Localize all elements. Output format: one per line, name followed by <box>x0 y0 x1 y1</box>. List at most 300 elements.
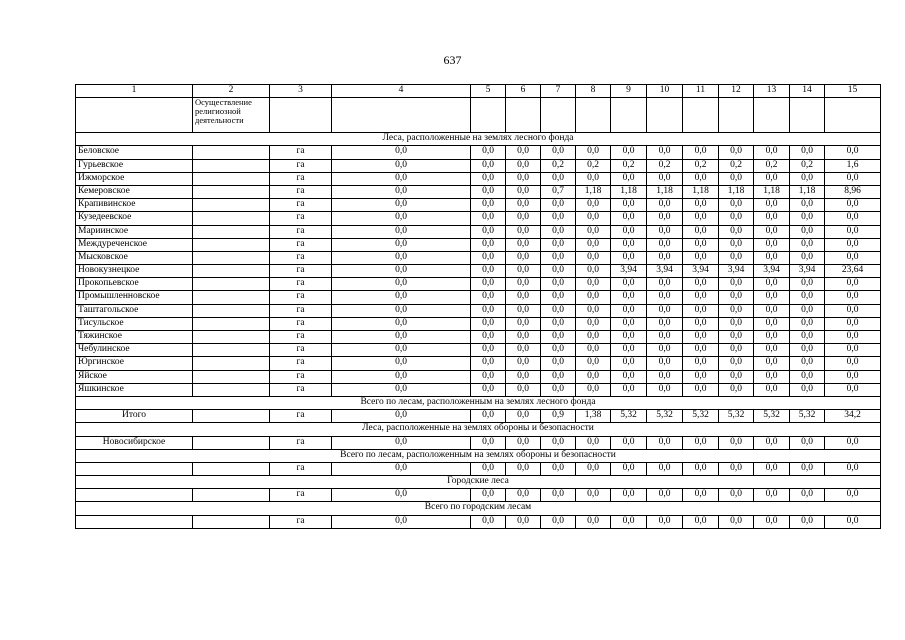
unit-cell: га <box>270 238 332 251</box>
value-cell: 0,0 <box>576 317 611 330</box>
unit-cell: га <box>270 278 332 291</box>
value-cell: 0,0 <box>683 515 719 528</box>
value-cell: 0,0 <box>332 291 471 304</box>
header-number-cell: 13 <box>754 85 790 98</box>
value-cell: 0,0 <box>647 212 683 225</box>
value-cell: 0,0 <box>790 199 825 212</box>
section-caption: Всего по городским лесам <box>76 502 881 515</box>
empty-cell <box>193 278 270 291</box>
district-name: Беловское <box>76 146 193 159</box>
value-cell: 0,0 <box>647 199 683 212</box>
value-cell: 0,0 <box>611 436 647 449</box>
section-caption-row <box>76 423 881 436</box>
unit-cell: га <box>270 225 332 238</box>
value-cell: 0,0 <box>719 383 754 396</box>
value-cell: 0,0 <box>576 344 611 357</box>
value-cell: 0,0 <box>611 462 647 475</box>
empty-cell <box>193 436 270 449</box>
value-cell: 0,0 <box>611 370 647 383</box>
value-cell: 0,0 <box>647 317 683 330</box>
value-cell: 0,0 <box>647 278 683 291</box>
value-cell: 0,0 <box>471 278 506 291</box>
value-cell: 3,94 <box>719 265 754 278</box>
value-cell: 0,0 <box>719 238 754 251</box>
table-row <box>76 251 881 264</box>
value-cell: 0,0 <box>576 357 611 370</box>
value-cell: 0,0 <box>471 317 506 330</box>
value-cell: 0,0 <box>790 515 825 528</box>
value-cell: 0,0 <box>332 265 471 278</box>
district-name <box>76 489 193 502</box>
value-cell: 0,0 <box>790 172 825 185</box>
value-cell: 0,0 <box>541 225 576 238</box>
value-cell: 0,0 <box>332 515 471 528</box>
value-cell: 0,0 <box>576 489 611 502</box>
value-cell: 0,0 <box>825 383 881 396</box>
value-cell: 0,0 <box>754 291 790 304</box>
value-cell: 0,0 <box>332 185 471 198</box>
header-note-cell-11 <box>683 98 719 133</box>
value-cell: 0,0 <box>611 291 647 304</box>
unit-cell: га <box>270 185 332 198</box>
section-caption-row <box>76 133 881 146</box>
value-cell: 0,0 <box>719 462 754 475</box>
table-row <box>76 331 881 344</box>
value-cell: 0,0 <box>541 291 576 304</box>
district-name: Яшкинское <box>76 383 193 396</box>
value-cell: 0,0 <box>506 317 541 330</box>
empty-cell <box>193 357 270 370</box>
value-cell: 0,0 <box>471 462 506 475</box>
empty-cell <box>193 172 270 185</box>
header-note-row <box>76 98 881 133</box>
value-cell: 0,0 <box>506 331 541 344</box>
value-cell: 0,0 <box>790 370 825 383</box>
value-cell: 0,0 <box>576 251 611 264</box>
value-cell: 0,0 <box>332 278 471 291</box>
value-cell: 0,0 <box>719 515 754 528</box>
value-cell: 0,0 <box>541 462 576 475</box>
unit-cell: га <box>270 383 332 396</box>
value-cell: 0,0 <box>506 225 541 238</box>
value-cell: 0,0 <box>754 146 790 159</box>
value-cell: 0,0 <box>719 370 754 383</box>
value-cell: 0,0 <box>611 344 647 357</box>
value-cell: 0,0 <box>647 357 683 370</box>
value-cell: 0,0 <box>719 317 754 330</box>
header-number-cell: 15 <box>825 85 881 98</box>
value-cell: 0,0 <box>332 225 471 238</box>
header-note-cell-10 <box>647 98 683 133</box>
value-cell: 0,0 <box>471 185 506 198</box>
district-name: Итого <box>76 410 193 423</box>
value-cell: 0,0 <box>754 317 790 330</box>
unit-cell: га <box>270 410 332 423</box>
value-cell: 0,0 <box>825 199 881 212</box>
value-cell: 0,0 <box>683 331 719 344</box>
value-cell: 0,0 <box>576 172 611 185</box>
value-cell: 0,0 <box>754 436 790 449</box>
value-cell: 0,0 <box>825 357 881 370</box>
value-cell: 0,0 <box>647 225 683 238</box>
value-cell: 0,0 <box>576 199 611 212</box>
header-note-cell-13 <box>754 98 790 133</box>
value-cell: 0,0 <box>576 462 611 475</box>
value-cell: 0,0 <box>683 199 719 212</box>
district-name: Ижморское <box>76 172 193 185</box>
value-cell: 0,0 <box>541 199 576 212</box>
value-cell: 0,0 <box>754 370 790 383</box>
value-cell: 0,0 <box>576 278 611 291</box>
religious-activity-note: Осуществление религиозной деятельности <box>193 98 270 133</box>
value-cell: 0,0 <box>754 225 790 238</box>
header-note-cell-15 <box>825 98 881 133</box>
value-cell: 0,0 <box>754 251 790 264</box>
value-cell: 0,0 <box>790 225 825 238</box>
value-cell: 0,0 <box>506 172 541 185</box>
value-cell: 0,0 <box>471 238 506 251</box>
unit-cell: га <box>270 146 332 159</box>
value-cell: 0,0 <box>719 291 754 304</box>
value-cell: 0,0 <box>790 436 825 449</box>
empty-cell <box>193 317 270 330</box>
value-cell: 0,0 <box>790 251 825 264</box>
value-cell: 5,32 <box>754 410 790 423</box>
table-row <box>76 146 881 159</box>
value-cell: 0,0 <box>825 278 881 291</box>
value-cell: 0,0 <box>647 304 683 317</box>
value-cell: 0,0 <box>506 199 541 212</box>
value-cell: 0,0 <box>541 489 576 502</box>
value-cell: 0,0 <box>471 265 506 278</box>
value-cell: 0,0 <box>541 265 576 278</box>
value-cell: 0,0 <box>683 383 719 396</box>
value-cell: 0,0 <box>611 225 647 238</box>
unit-cell: га <box>270 436 332 449</box>
value-cell: 0,0 <box>683 317 719 330</box>
value-cell: 0,0 <box>576 331 611 344</box>
value-cell: 0,0 <box>611 146 647 159</box>
value-cell: 0,0 <box>541 238 576 251</box>
value-cell: 0,0 <box>647 291 683 304</box>
value-cell: 0,0 <box>719 331 754 344</box>
district-name: Тисульское <box>76 317 193 330</box>
value-cell: 0,0 <box>332 383 471 396</box>
value-cell: 0,7 <box>541 185 576 198</box>
value-cell: 0,0 <box>683 344 719 357</box>
header-number-cell: 1 <box>76 85 193 98</box>
value-cell: 0,0 <box>754 199 790 212</box>
header-number-cell: 3 <box>270 85 332 98</box>
value-cell: 0,0 <box>790 357 825 370</box>
table-row <box>76 410 881 423</box>
value-cell: 0,0 <box>754 212 790 225</box>
value-cell: 0,0 <box>647 489 683 502</box>
header-number-cell: 9 <box>611 85 647 98</box>
value-cell: 0,0 <box>541 278 576 291</box>
empty-cell <box>193 331 270 344</box>
value-cell: 0,0 <box>332 331 471 344</box>
value-cell: 0,0 <box>611 304 647 317</box>
value-cell: 0,0 <box>825 212 881 225</box>
value-cell: 0,0 <box>754 172 790 185</box>
value-cell: 0,0 <box>683 225 719 238</box>
value-cell: 0,0 <box>683 212 719 225</box>
value-cell: 0,0 <box>471 410 506 423</box>
value-cell: 5,32 <box>719 410 754 423</box>
table-row <box>76 317 881 330</box>
value-cell: 0,0 <box>754 331 790 344</box>
unit-cell: га <box>270 159 332 172</box>
value-cell: 0,0 <box>576 238 611 251</box>
value-cell: 0,0 <box>506 462 541 475</box>
table-row <box>76 291 881 304</box>
table-row <box>76 172 881 185</box>
unit-cell: га <box>270 265 332 278</box>
header-note-cell-8 <box>576 98 611 133</box>
value-cell: 1,18 <box>611 185 647 198</box>
table-row <box>76 489 881 502</box>
value-cell: 0,2 <box>790 159 825 172</box>
table-row <box>76 159 881 172</box>
value-cell: 0,0 <box>541 370 576 383</box>
value-cell: 8,96 <box>825 185 881 198</box>
value-cell: 0,0 <box>647 462 683 475</box>
value-cell: 0,0 <box>506 291 541 304</box>
value-cell: 0,2 <box>719 159 754 172</box>
value-cell: 0,0 <box>471 304 506 317</box>
value-cell: 0,0 <box>506 265 541 278</box>
value-cell: 0,0 <box>719 199 754 212</box>
empty-cell <box>193 515 270 528</box>
value-cell: 0,0 <box>825 462 881 475</box>
value-cell: 0,0 <box>506 146 541 159</box>
value-cell: 5,32 <box>611 410 647 423</box>
value-cell: 0,0 <box>719 225 754 238</box>
value-cell: 0,0 <box>506 304 541 317</box>
value-cell: 0,0 <box>825 436 881 449</box>
value-cell: 0,0 <box>332 146 471 159</box>
forest-data-table <box>75 84 881 529</box>
value-cell: 0,0 <box>719 146 754 159</box>
value-cell: 0,0 <box>332 199 471 212</box>
value-cell: 0,0 <box>471 515 506 528</box>
unit-cell: га <box>270 370 332 383</box>
value-cell: 0,2 <box>647 159 683 172</box>
unit-cell: га <box>270 317 332 330</box>
value-cell: 0,0 <box>541 515 576 528</box>
value-cell: 0,0 <box>647 370 683 383</box>
value-cell: 0,0 <box>647 436 683 449</box>
value-cell: 0,0 <box>825 238 881 251</box>
empty-cell <box>193 212 270 225</box>
value-cell: 1,18 <box>576 185 611 198</box>
value-cell: 0,0 <box>825 251 881 264</box>
header-number-cell: 12 <box>719 85 754 98</box>
value-cell: 0,0 <box>790 317 825 330</box>
table-row <box>76 265 881 278</box>
table-row <box>76 212 881 225</box>
value-cell: 0,0 <box>683 304 719 317</box>
empty-cell <box>193 410 270 423</box>
value-cell: 0,0 <box>576 291 611 304</box>
value-cell: 3,94 <box>790 265 825 278</box>
value-cell: 0,0 <box>471 489 506 502</box>
value-cell: 0,0 <box>825 304 881 317</box>
value-cell: 1,18 <box>754 185 790 198</box>
header-number-cell: 5 <box>471 85 506 98</box>
value-cell: 0,0 <box>332 344 471 357</box>
unit-cell: га <box>270 199 332 212</box>
value-cell: 0,0 <box>790 383 825 396</box>
header-note-cell-6 <box>506 98 541 133</box>
value-cell: 0,0 <box>332 370 471 383</box>
value-cell: 0,0 <box>825 344 881 357</box>
value-cell: 0,0 <box>576 212 611 225</box>
header-number-cell: 14 <box>790 85 825 98</box>
table-row <box>76 344 881 357</box>
section-caption: Всего по лесам, расположенным на землях обороны и безопасности <box>76 449 881 462</box>
value-cell: 1,6 <box>825 159 881 172</box>
empty-cell <box>193 159 270 172</box>
value-cell: 0,0 <box>647 238 683 251</box>
value-cell: 0,0 <box>754 344 790 357</box>
value-cell: 0,0 <box>506 436 541 449</box>
value-cell: 0,0 <box>790 304 825 317</box>
value-cell: 0,0 <box>683 436 719 449</box>
value-cell: 3,94 <box>647 265 683 278</box>
value-cell: 0,0 <box>576 515 611 528</box>
value-cell: 1,18 <box>683 185 719 198</box>
district-name: Юргинское <box>76 357 193 370</box>
empty-cell <box>193 199 270 212</box>
value-cell: 0,0 <box>471 357 506 370</box>
value-cell: 0,0 <box>790 212 825 225</box>
value-cell: 0,0 <box>754 489 790 502</box>
value-cell: 0,0 <box>683 357 719 370</box>
header-number-cell: 2 <box>193 85 270 98</box>
value-cell: 0,0 <box>332 410 471 423</box>
value-cell: 0,0 <box>506 383 541 396</box>
value-cell: 0,0 <box>719 357 754 370</box>
value-cell: 0,0 <box>576 225 611 238</box>
value-cell: 0,0 <box>611 278 647 291</box>
value-cell: 0,0 <box>471 146 506 159</box>
value-cell: 0,0 <box>332 238 471 251</box>
section-caption-row <box>76 476 881 489</box>
value-cell: 3,94 <box>611 265 647 278</box>
value-cell: 0,0 <box>541 436 576 449</box>
empty-cell <box>193 225 270 238</box>
value-cell: 0,0 <box>825 489 881 502</box>
value-cell: 0,0 <box>790 489 825 502</box>
section-caption: Леса, расположенные на землях лесного фонда <box>76 133 881 146</box>
value-cell: 0,0 <box>541 383 576 396</box>
value-cell: 0,0 <box>541 212 576 225</box>
value-cell: 0,0 <box>506 370 541 383</box>
value-cell: 0,0 <box>683 291 719 304</box>
header-number-cell: 4 <box>332 85 471 98</box>
value-cell: 0,0 <box>541 146 576 159</box>
district-name: Таштагольское <box>76 304 193 317</box>
district-name <box>76 462 193 475</box>
district-name: Прокопьевское <box>76 278 193 291</box>
empty-cell <box>193 146 270 159</box>
value-cell: 0,0 <box>332 172 471 185</box>
district-name: Кузедеевское <box>76 212 193 225</box>
value-cell: 0,0 <box>611 199 647 212</box>
value-cell: 0,0 <box>683 146 719 159</box>
value-cell: 0,0 <box>611 489 647 502</box>
section-caption: Городские леса <box>76 476 881 489</box>
value-cell: 0,0 <box>647 515 683 528</box>
value-cell: 0,0 <box>754 357 790 370</box>
header-number-cell: 6 <box>506 85 541 98</box>
value-cell: 0,0 <box>471 159 506 172</box>
value-cell: 0,0 <box>611 317 647 330</box>
empty-cell <box>193 383 270 396</box>
value-cell: 0,0 <box>332 159 471 172</box>
header-note-cell-14 <box>790 98 825 133</box>
district-name: Яйское <box>76 370 193 383</box>
value-cell: 0,0 <box>719 304 754 317</box>
value-cell: 0,0 <box>471 199 506 212</box>
unit-cell: га <box>270 212 332 225</box>
value-cell: 0,0 <box>611 212 647 225</box>
value-cell: 0,0 <box>332 489 471 502</box>
table-row <box>76 238 881 251</box>
header-note-cell-5 <box>471 98 506 133</box>
value-cell: 0,0 <box>683 489 719 502</box>
value-cell: 0,0 <box>647 251 683 264</box>
value-cell: 0,0 <box>471 291 506 304</box>
table-row <box>76 225 881 238</box>
unit-cell: га <box>270 291 332 304</box>
unit-cell: га <box>270 331 332 344</box>
value-cell: 0,0 <box>683 370 719 383</box>
header-note-cell-1 <box>76 98 193 133</box>
district-name: Междуреченское <box>76 238 193 251</box>
district-name: Чебулинское <box>76 344 193 357</box>
empty-cell <box>193 462 270 475</box>
value-cell: 0,0 <box>683 172 719 185</box>
empty-cell <box>193 344 270 357</box>
district-name: Тяжинское <box>76 331 193 344</box>
value-cell: 0,0 <box>754 238 790 251</box>
value-cell: 0,0 <box>332 462 471 475</box>
value-cell: 0,2 <box>611 159 647 172</box>
value-cell: 0,0 <box>541 357 576 370</box>
value-cell: 1,18 <box>719 185 754 198</box>
value-cell: 0,0 <box>790 462 825 475</box>
value-cell: 0,0 <box>471 225 506 238</box>
value-cell: 0,0 <box>471 172 506 185</box>
value-cell: 0,0 <box>506 238 541 251</box>
section-caption-row <box>76 449 881 462</box>
unit-cell: га <box>270 172 332 185</box>
value-cell: 0,0 <box>647 172 683 185</box>
value-cell: 3,94 <box>683 265 719 278</box>
table-row <box>76 370 881 383</box>
district-name: Новосибирское <box>76 436 193 449</box>
value-cell: 0,0 <box>541 251 576 264</box>
district-name: Гурьевское <box>76 159 193 172</box>
table-row <box>76 199 881 212</box>
district-name: Кемеровское <box>76 185 193 198</box>
value-cell: 0,0 <box>541 304 576 317</box>
value-cell: 0,0 <box>825 515 881 528</box>
value-cell: 0,0 <box>506 278 541 291</box>
